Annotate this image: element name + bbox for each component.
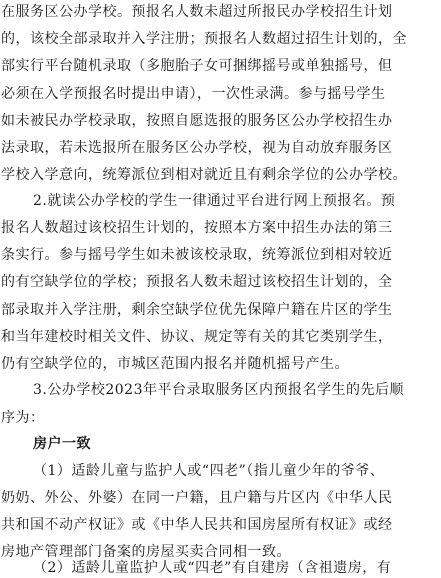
paragraph-line-1: 在服务区公办学校。预报名人数未超过所报民办学校招生计划 xyxy=(1,4,393,20)
paragraph-line-5: 如未被民办学校录取，按照自愿选报的服务区公办学校招生办 xyxy=(1,113,393,129)
paragraph-line-13: 和当年建校时相关文件、协议、规定等有关的其它类别学生， xyxy=(1,329,393,345)
paragraph-line-12: 部录取并入学注册，剩余空缺学位优先保障户籍在片区的学生 xyxy=(1,302,393,318)
paragraph-line-11: 的有空缺学位的学校；预报名人数未超过该校招生计划的，全 xyxy=(1,274,393,290)
paragraph-line-18: （1）适龄儿童与监护人或“四老”（指儿童少年的爷爷、 xyxy=(33,463,385,479)
paragraph-line-14: 仍有空缺学位的，市城区范围内报名并随机摇号产生。 xyxy=(1,356,349,372)
paragraph-line-8: 2.就读公办学校的学生一律通过平台进行网上预报名。预 xyxy=(33,193,396,209)
paragraph-line-9: 报名人数超过该校招生计划的，按照本方案中招生办法的第三 xyxy=(1,220,393,236)
paragraph-line-2: 的，该校全部录取并入学注册；预报名人数超过招生计划的，全 xyxy=(1,31,407,47)
paragraph-line-4: 必须在入学预报名时提出申请），一次性录满。参与摇号学生 xyxy=(1,86,386,102)
paragraph-line-21: 房地产管理部门备案的房屋买卖合同相一致。 xyxy=(1,544,291,560)
paragraph-line-15: 3.公办学校2023年平台录取服务区内预报名学生的先后顺 xyxy=(33,382,404,398)
paragraph-line-10: 条实行。参与摇号学生如未被该校录取，统筹派位到相对较近 xyxy=(1,247,393,263)
paragraph-line-16: 序为： xyxy=(1,410,45,426)
paragraph-line-3: 部实行平台随机录取（多胞胎子女可捆绑摇号或单独摇号，但 xyxy=(1,58,393,74)
paragraph-line-22: （2）适龄儿童监护人或“四老”有自建房（含祖遗房，有 xyxy=(33,560,392,576)
paragraph-line-6: 法录取，若未选报所在服务区公办学校，视为自动放弃服务区 xyxy=(1,140,393,156)
paragraph-line-7: 学校入学意向，统筹派位到相对就近且有剩余学位的公办学校。 xyxy=(1,167,407,183)
section-heading: 房户一致 xyxy=(33,436,91,452)
paragraph-line-19: 奶奶、外公、外婆）在同一户籍，且户籍与片区内《中华人民 xyxy=(1,490,393,506)
paragraph-line-20: 共和国不动产权证》或《中华人民共和国房屋所有权证》或经 xyxy=(1,517,393,533)
